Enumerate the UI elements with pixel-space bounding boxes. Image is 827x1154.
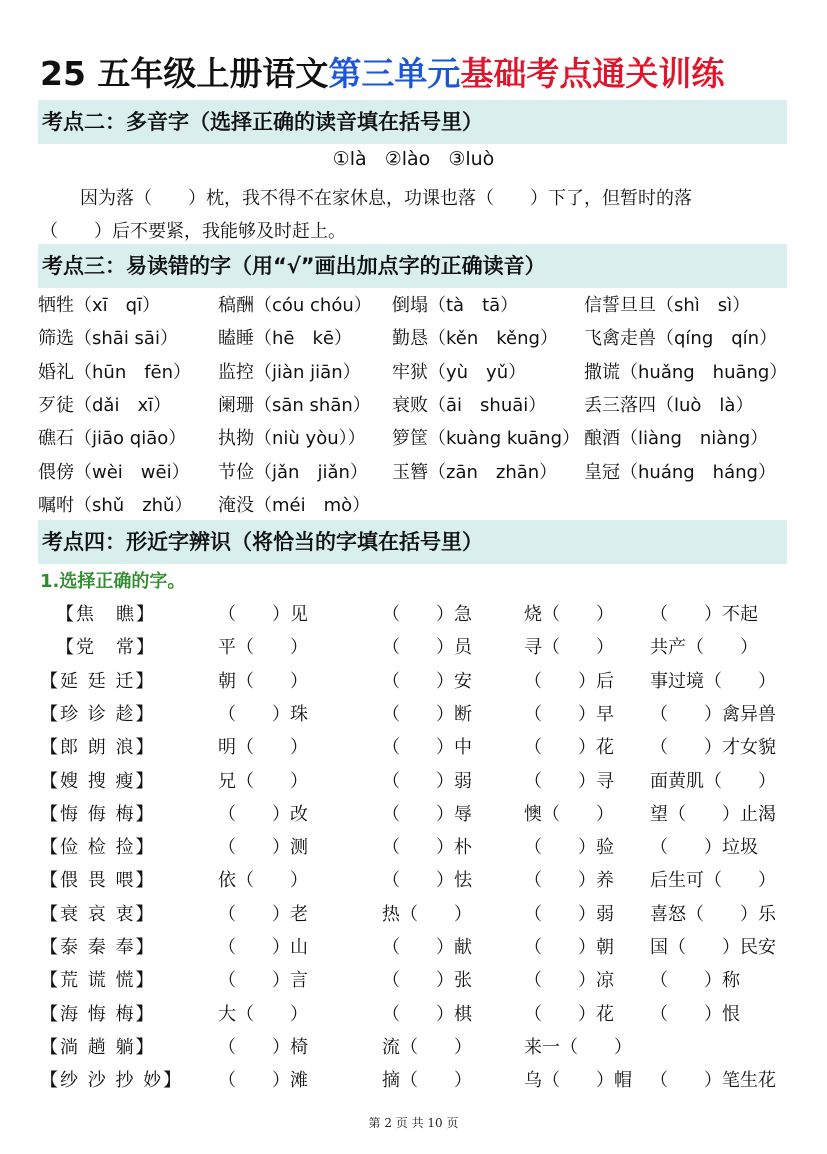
fill-blank-item: （ ）称 xyxy=(650,970,740,992)
char-group: 【纱 沙 抄 妙】 xyxy=(40,1070,184,1092)
page-footer: 第 2 页 共 10 页 xyxy=(368,1116,459,1130)
fill-blank-item: 烧（ ） xyxy=(524,604,614,625)
fill-blank-item: 来一（ ） xyxy=(524,1036,632,1058)
fill-blank-item: 寻（ ） xyxy=(524,637,614,659)
fill-blank-item: （ ）弱 xyxy=(382,770,472,792)
fill-blank-item: （ ）急 xyxy=(382,604,472,625)
pronunciation-word: 筛选（shāi sāi） xyxy=(38,328,178,350)
char-group: 【淌 趟 躺】 xyxy=(40,1036,156,1058)
fill-blank-item: 懊（ ） xyxy=(524,803,614,825)
fill-blank-item: （ ）养 xyxy=(524,870,614,892)
title-part-unit: 第三单元 xyxy=(328,54,461,93)
pronunciation-word: 牺牲（xī qī） xyxy=(38,295,161,316)
fill-blank-item: （ ）山 xyxy=(218,937,308,958)
fill-blank-item: 明（ ） xyxy=(218,737,308,759)
char-group: 【海 悔 梅】 xyxy=(40,1003,156,1025)
pronunciation-word: 撒谎（huǎng huāng） xyxy=(584,361,788,383)
fill-blank-item: 乌（ ）帽 xyxy=(524,1070,632,1092)
fill-blank-item: （ ）不起 xyxy=(650,604,758,625)
fill-blank-item: 望（ ）止渴 xyxy=(650,803,776,825)
fill-blank-item: （ ）凉 xyxy=(524,970,614,992)
pronunciation-word: 执拗（niù yòu）） xyxy=(218,428,366,450)
fill-blank-item: 面黄肌（ ） xyxy=(650,770,776,792)
pronunciation-word: 衰败（āi shuāi） xyxy=(392,394,547,416)
fill-blank-item: （ ）中 xyxy=(382,737,472,759)
char-group: 【郎 朗 浪】 xyxy=(40,737,156,759)
fill-blank-item: （ ）断 xyxy=(382,703,472,725)
option-2: ②lào xyxy=(384,148,431,170)
subheading-choose-char: 1.选择正确的字。 xyxy=(40,571,186,592)
fill-blank-item: （ ）花 xyxy=(524,1003,614,1025)
section-heading-polyphone: 考点二：多音字（选择正确的读音填在括号里） xyxy=(38,100,787,144)
char-group: 【悔 侮 梅】 xyxy=(40,803,156,825)
fill-blank-item: （ ）寻 xyxy=(524,770,614,792)
char-group: 【泰 秦 奉】 xyxy=(40,937,156,958)
polyphone-sentence-line1: 因为落（ ）枕，我不得不在家休息，功课也落（ ）下了，但暂时的落 xyxy=(80,188,692,209)
char-group: 【衰 哀 衷】 xyxy=(40,903,156,925)
fill-blank-item: （ ）后 xyxy=(524,670,614,692)
pronunciation-word: 淹没（méi mò） xyxy=(218,494,371,516)
fill-blank-item: 大（ ） xyxy=(218,1003,308,1025)
fill-blank-item: （ ）花 xyxy=(524,737,614,759)
char-group: 【俭 检 捡】 xyxy=(40,837,156,859)
fill-blank-item: （ ）朴 xyxy=(382,837,472,859)
pronunciation-word: 瞌睡（hē kē） xyxy=(218,328,352,350)
page-title xyxy=(40,48,800,95)
pronunciation-word: 皇冠（huáng háng） xyxy=(584,461,776,483)
fill-blank-item: 兄（ ） xyxy=(218,770,308,792)
fill-blank-item: （ ）改 xyxy=(218,803,308,825)
fill-blank-item: （ ）朝 xyxy=(524,937,614,958)
fill-blank-item: 共产（ ） xyxy=(650,637,758,659)
fill-blank-item: （ ）珠 xyxy=(218,703,308,725)
fill-blank-item: 后生可（ ） xyxy=(650,870,776,892)
title-part-grade: 25 五年级上册语文 xyxy=(40,54,329,93)
fill-blank-item: 喜怒（ ）乐 xyxy=(650,903,776,925)
pronunciation-options xyxy=(0,148,827,170)
pronunciation-word: 酿酒（liàng niàng） xyxy=(584,428,769,450)
pronunciation-word: 偎傍（wèi wēi） xyxy=(38,461,190,483)
fill-blank-item: 事过境（ ） xyxy=(650,670,776,692)
fill-blank-item: 摘（ ） xyxy=(382,1070,472,1092)
fill-blank-item: （ ）弱 xyxy=(524,903,614,925)
section-heading-similar-chars: 考点四：形近字辨识（将恰当的字填在括号里） xyxy=(38,520,787,564)
fill-blank-item: （ ）验 xyxy=(524,837,614,859)
fill-blank-item: （ ）安 xyxy=(382,670,472,692)
title-part-topic: 基础考点通关训练 xyxy=(460,54,725,93)
fill-blank-item: （ ）禽异兽 xyxy=(650,703,776,725)
fill-blank-item: （ ）张 xyxy=(382,970,472,992)
pronunciation-word: 箩筐（kuàng kuāng） xyxy=(392,428,581,450)
option-1: ①là xyxy=(332,148,367,170)
char-group: 【珍 诊 趁】 xyxy=(40,703,156,725)
pronunciation-word: 嘱咐（shǔ zhǔ） xyxy=(38,494,193,516)
fill-blank-item: （ ）辱 xyxy=(382,803,472,825)
pronunciation-word: 阑珊（sān shān） xyxy=(218,394,371,416)
section-heading-pronunciation: 考点三：易读错的字（用“√”画出加点字的正确读音） xyxy=(38,244,787,288)
fill-blank-item: （ ）老 xyxy=(218,903,308,925)
fill-blank-item: （ ）棋 xyxy=(382,1003,472,1025)
option-3: ③luò xyxy=(448,148,495,170)
pronunciation-word: 节俭（jǎn jiǎn） xyxy=(218,461,368,483)
pronunciation-word: 稿酬（cóu chóu） xyxy=(218,295,372,316)
pronunciation-word: 婚礼（hūn fēn） xyxy=(38,361,192,383)
char-group: 【嫂 搜 瘦】 xyxy=(40,770,156,792)
fill-blank-item: （ ）笔生花 xyxy=(650,1070,776,1092)
fill-blank-item: 国（ ）民安 xyxy=(650,937,776,958)
pronunciation-word: 玉簪（zān zhān） xyxy=(392,461,558,483)
fill-blank-item: （ ）早 xyxy=(524,703,614,725)
fill-blank-item: （ ）员 xyxy=(382,637,472,659)
char-group: 【偎 畏 喂】 xyxy=(40,870,156,892)
polyphone-sentence-line2: （ ）后不要紧，我能够及时赶上。 xyxy=(40,221,346,242)
pronunciation-word: 监控（jiàn jiān） xyxy=(218,361,361,383)
fill-blank-item: （ ）椅 xyxy=(218,1036,308,1058)
fill-blank-item: （ ）测 xyxy=(218,837,308,859)
fill-blank-item: 热（ ） xyxy=(382,903,472,925)
fill-blank-item: 流（ ） xyxy=(382,1036,472,1058)
pronunciation-word: 飞禽走兽（qíng qín） xyxy=(584,328,778,350)
fill-blank-item: （ ）垃圾 xyxy=(650,837,758,859)
char-group: 【荒 谎 慌】 xyxy=(40,970,156,992)
fill-blank-item: （ ）言 xyxy=(218,970,308,992)
pronunciation-word: 歹徒（dǎi xī） xyxy=(38,394,172,416)
pronunciation-word: 信誓旦旦（shì sì） xyxy=(584,295,751,316)
char-group: 【焦 瞧】 xyxy=(56,604,156,625)
fill-blank-item: （ ）滩 xyxy=(218,1070,308,1092)
fill-blank-item: （ ）献 xyxy=(382,937,472,958)
fill-blank-item: 朝（ ） xyxy=(218,670,308,692)
char-group: 【延 廷 迁】 xyxy=(40,670,156,692)
pronunciation-word: 牢狱（yù yǔ） xyxy=(392,361,527,383)
char-group: 【党 常】 xyxy=(56,637,156,659)
pronunciation-word: 倒塌（tà tā） xyxy=(392,295,519,316)
pronunciation-word: 礁石（jiāo qiāo） xyxy=(38,428,187,450)
fill-blank-item: （ ）见 xyxy=(218,604,308,625)
fill-blank-item: 平（ ） xyxy=(218,637,308,659)
fill-blank-item: 依（ ） xyxy=(218,870,308,892)
fill-blank-item: （ ）恨 xyxy=(650,1003,740,1025)
fill-blank-item: （ ）才女貌 xyxy=(650,737,776,759)
pronunciation-word: 丢三落四（luò là） xyxy=(584,394,754,416)
pronunciation-word: 勤恳（kěn kěng） xyxy=(392,328,558,350)
fill-blank-item: （ ）怯 xyxy=(382,870,472,892)
